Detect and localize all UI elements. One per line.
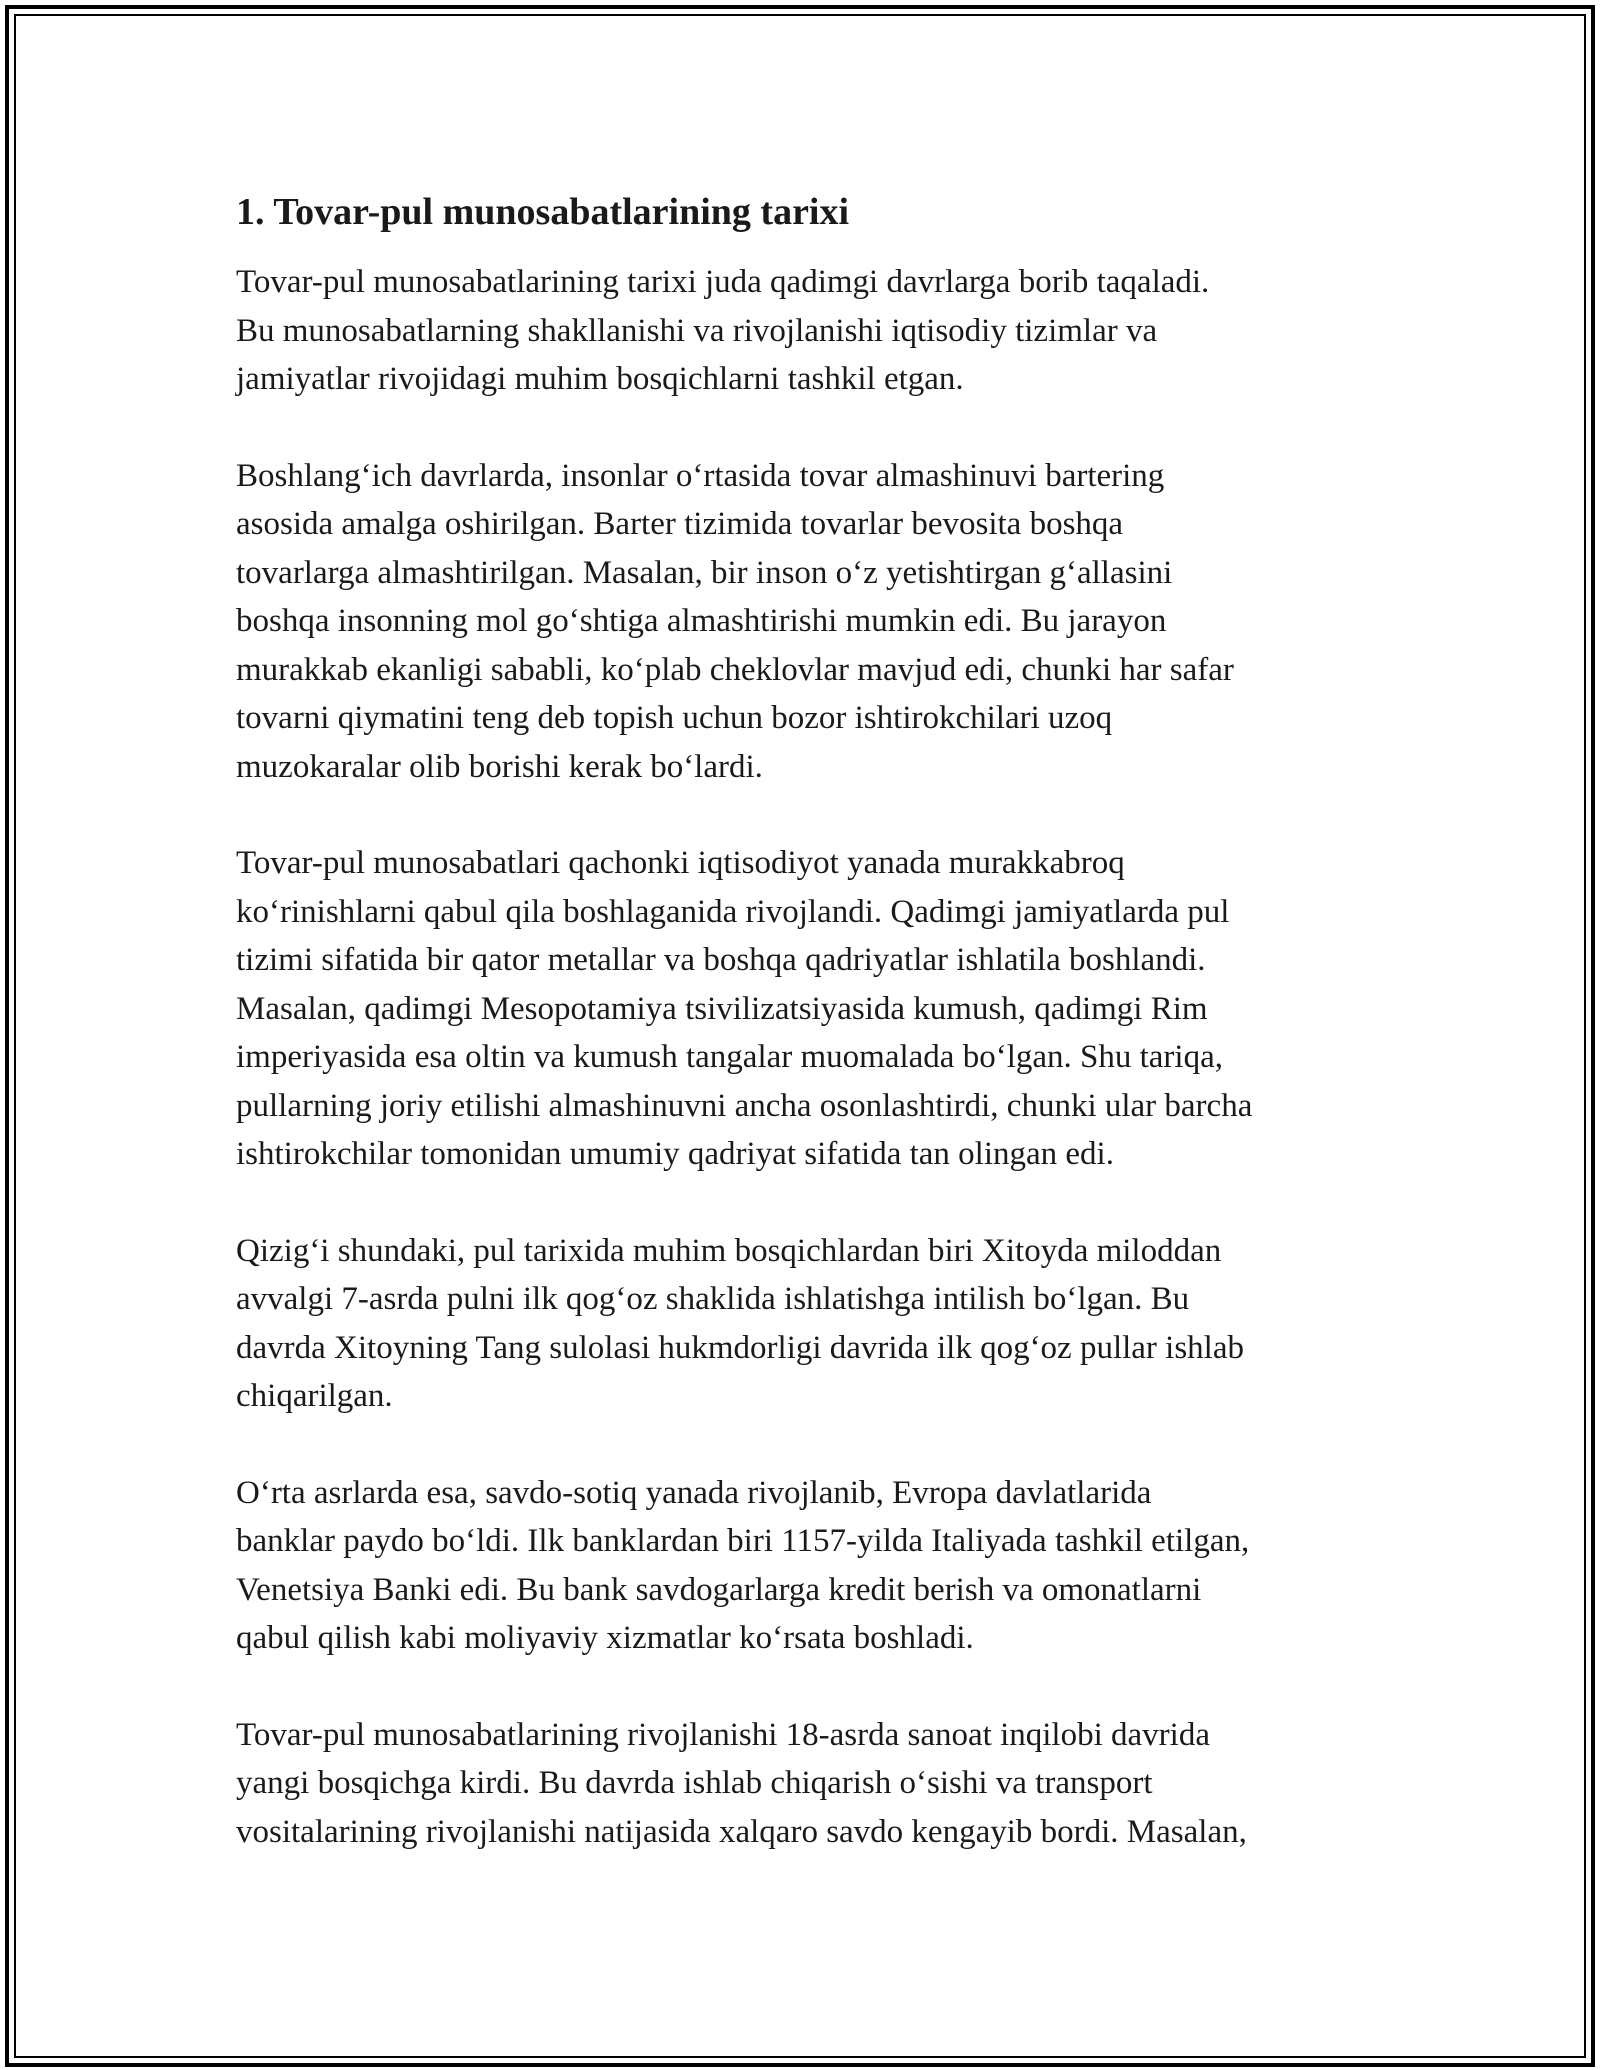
paragraph-line: ishtirokchilar tomonidan umumiy qadriyat sifatida tan olingan edi. xyxy=(236,1136,1114,1172)
paragraph-line: asosida amalga oshirilgan. Barter tizimida tovarlar bevosita boshqa xyxy=(236,506,1124,542)
paragraph xyxy=(236,1711,1386,1857)
paragraph-line: chiqarilgan. xyxy=(236,1378,393,1414)
paragraph-line: pullarning joriy etilishi almashinuvni ancha osonlashtirdi, chunki ular barcha xyxy=(236,1087,1253,1124)
paragraph-line: muzokaralar olib borishi kerak bo‘lardi. xyxy=(236,748,763,785)
paragraph-line: Boshlang‘ich davrlarda, insonlar o‘rtasida tovar almashinuvi bartering xyxy=(236,457,1165,494)
paragraph-line: Masalan, qadimgi Mesopotamiya tsivilizatsiyasida kumush, qadimgi Rim xyxy=(236,990,1208,1027)
paragraph-list xyxy=(236,258,1386,1856)
paragraph-line: yangi bosqichga kirdi. Bu davrda ishlab chiqarish o‘sishi va transport xyxy=(236,1765,1153,1801)
paragraph-line: banklar paydo bo‘ldi. Ilk banklardan biri 1157-yilda Italiyada tashkil etilgan, xyxy=(236,1523,1250,1559)
paragraph-line: Tovar-pul munosabatlari qachonki iqtisodiyot yanada murakkabroq xyxy=(236,845,1125,881)
paragraph-line: vositalarining rivojlanishi natijasida xalqaro savdo kengayib bordi. Masalan, xyxy=(236,1813,1247,1850)
paragraph-line: boshqa insonning mol go‘shtiga almashtirishi mumkin edi. Bu jarayon xyxy=(236,603,1167,639)
paragraph-line: ko‘rinishlarni qabul qila boshlaganida rivojlandi. Qadimgi jamiyatlarda pul xyxy=(236,893,1230,930)
section-heading: 1. Tovar-pul munosabatlarining tarixi xyxy=(236,191,850,233)
paragraph xyxy=(236,1469,1386,1663)
paragraph-line: Venetsiya Banki edi. Bu bank savdogarlarga kredit berish va omonatlarni xyxy=(236,1571,1202,1608)
paragraph-line: jamiyatlar rivojidagi muhim bosqichlarni tashkil etgan. xyxy=(236,361,964,397)
paragraph xyxy=(236,258,1386,404)
paragraph xyxy=(236,839,1386,1179)
paragraph-line: qabul qilish kabi moliyaviy xizmatlar ko‘rsata boshladi. xyxy=(236,1620,974,1656)
document-body xyxy=(236,188,1386,1904)
paragraph-line: Qizig‘i shundaki, pul tarixida muhim bosqichlardan biri Xitoyda miloddan xyxy=(236,1232,1222,1269)
paragraph-line: imperiyasida esa oltin va kumush tangalar muomalada bo‘lgan. Shu tariqa, xyxy=(236,1039,1223,1075)
paragraph xyxy=(236,452,1386,792)
paragraph-line: tizimi sifatida bir qator metallar va boshqa qadriyatlar ishlatila boshlandi. xyxy=(236,942,1206,978)
paragraph-line: tovarlarga almashtirilgan. Masalan, bir inson o‘z yetishtirgan g‘allasini xyxy=(236,554,1173,591)
paragraph-line: Tovar-pul munosabatlarining rivojlanishi 18-asrda sanoat inqilobi davrida xyxy=(236,1716,1210,1753)
paragraph-line: Bu munosabatlarning shakllanishi va rivojlanishi iqtisodiy tizimlar va xyxy=(236,312,1158,349)
paragraph-line: davrda Xitoyning Tang sulolasi hukmdorligi davrida ilk qog‘oz pullar ishlab xyxy=(236,1329,1244,1366)
paragraph-line: O‘rta asrlarda esa, savdo-sotiq yanada rivojlanib, Evropa davlatlarida xyxy=(236,1474,1152,1511)
paragraph xyxy=(236,1227,1386,1421)
paragraph-line: murakkab ekanligi sababli, ko‘plab cheklovlar mavjud edi, chunki har safar xyxy=(236,651,1234,688)
paragraph-line: Tovar-pul munosabatlarining tarixi juda qadimgi davrlarga borib taqaladi. xyxy=(236,264,1210,300)
paragraph-line: tovarni qiymatini teng deb topish uchun bozor ishtirokchilari uzoq xyxy=(236,700,1113,736)
paragraph-line: avvalgi 7-asrda pulni ilk qog‘oz shaklida ishlatishga intilish bo‘lgan. Bu xyxy=(236,1281,1190,1317)
